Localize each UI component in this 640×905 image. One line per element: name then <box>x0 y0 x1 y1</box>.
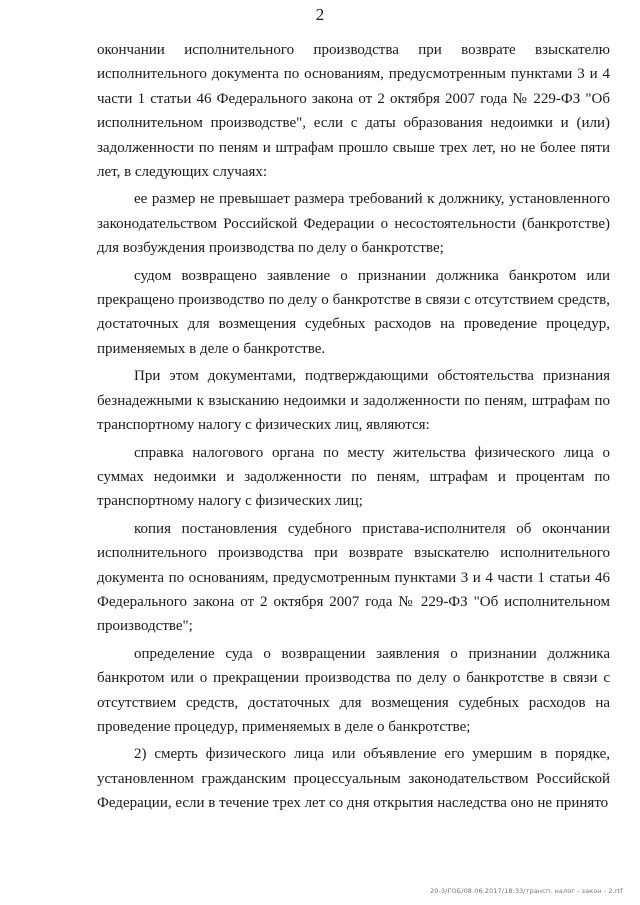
paragraph-court-returned-claim: судом возвращено заявление о признании должника банкротом или прекращено производство по делу о банкротстве в связи с отсутствием средств, достаточных для возмещения судебных расходов на проведение процедур, применяемых в деле о банкротстве. <box>97 267 610 357</box>
paragraph-death-of-individual: 2) смерть физического лица или объявление его умершим в порядке, установленном гражданским процессуальным законодательством Российской Федерации, если в течение трех лет со дня открытия наследства оно не принято <box>97 746 610 812</box>
footer-file-stamp: 20-3/ГОБ/08.06.2017/18:33/трансп. налог - закон - 2.rtf <box>430 887 623 895</box>
paragraph-debt-size-condition: ее размер не превышает размера требований к должнику, установленного законодательством Российской Федерации о несостоятельности (банкротстве) для возбуждения производства по делу о банкротстве; <box>97 191 610 257</box>
document-body <box>97 38 610 816</box>
paragraph-court-ruling: определение суда о возвращении заявления о признании должника банкротом или о прекращении производства по делу о банкротстве в связи с отсутствием средств, достаточных для возмещения судебных расходов на проведение процедур, применяемых в деле о банкротстве; <box>97 645 610 735</box>
paragraph-supporting-documents: При этом документами, подтверждающими обстоятельства признания безнадежными к взысканию недоимки и задолженности по пеням, штрафам по транспортному налогу с физических лиц, являются: <box>97 368 610 434</box>
paragraph-tax-authority-certificate: справка налогового органа по месту жительства физического лица о суммах недоимки и задолженности по пеням, штрафам и процентам по транспортному налогу с физических лиц; <box>97 444 610 510</box>
page-number: 2 <box>315 5 325 24</box>
paragraph-continuation: окончании исполнительного производства при возврате взыскателю исполнительного документа по основаниям, предусмотренным пунктами 3 и 4 части 1 статьи 46 Федерального закона от 2 октября 2007 года № 229-ФЗ "Об исполнительном производстве", если с даты образования недоимки и (или) задолженности по пеням и штрафам прошло свыше трех лет, но не более пяти лет, в следующих случаях: <box>97 42 610 181</box>
paragraph-bailiff-resolution-copy: копия постановления судебного пристава-исполнителя об окончании исполнительного производства при возврате взыскателю исполнительного документа по основаниям, предусмотренным пунктами 3 и 4 части 1 статьи 46 Федерального закона от 2 октября 2007 года № 229-ФЗ "Об исполнительном производстве"; <box>97 520 610 635</box>
